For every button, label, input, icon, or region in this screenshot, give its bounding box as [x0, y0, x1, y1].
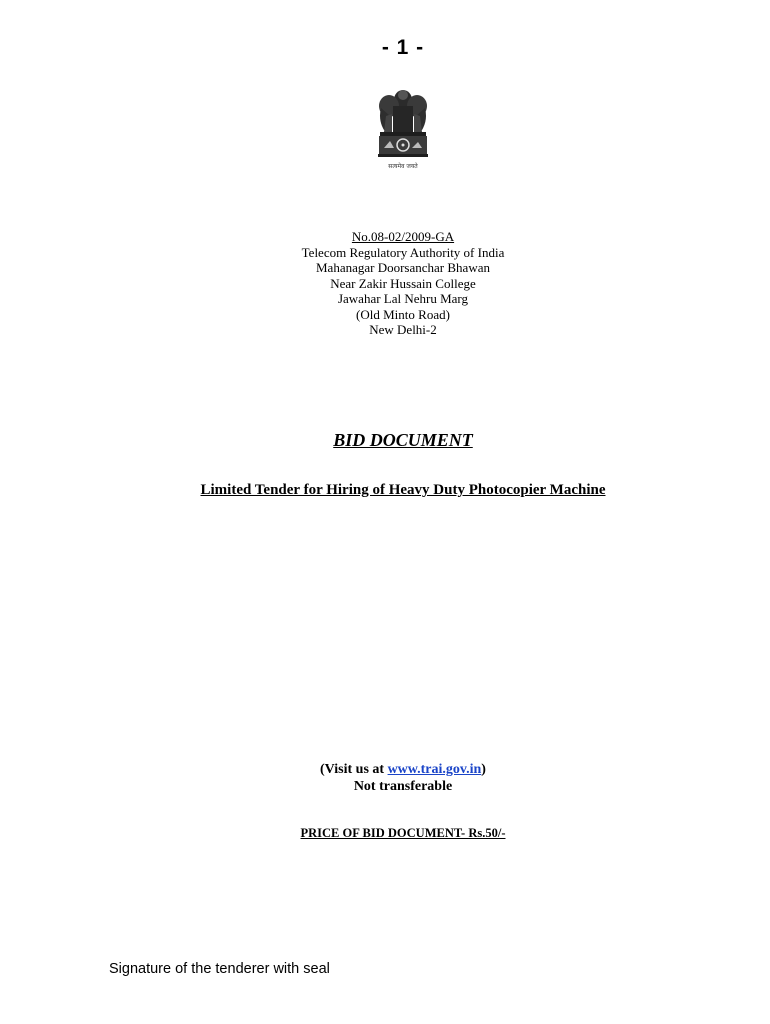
- address-line-building: Mahanagar Doorsanchar Bhawan: [316, 260, 490, 275]
- address-line-org: Telecom Regulatory Authority of India: [301, 244, 505, 260]
- signature-label: Signature of the tenderer with seal: [109, 961, 330, 977]
- reference-number: No.08-02/2009-GA: [351, 229, 455, 244]
- address-line-old-name: (Old Minto Road): [356, 306, 450, 322]
- tender-subject: Limited Tender for Hiring of Heavy Duty Photocopier Machine: [200, 482, 606, 498]
- address-line-landmark: Near Zakir Hussain College: [330, 275, 476, 291]
- visit-prefix: (Visit us at: [320, 762, 388, 777]
- address-line-city: New Delhi-2: [369, 322, 437, 337]
- not-transferable-note: Not transferable: [353, 779, 453, 794]
- website-link[interactable]: www.trai.gov.in: [387, 762, 482, 777]
- state-emblem-icon: [372, 86, 434, 172]
- address-block: [0, 229, 770, 338]
- page-number: - 1 -: [381, 36, 425, 59]
- visit-block: [0, 761, 770, 795]
- address-line-street: Jawahar Lal Nehru Marg: [337, 291, 469, 306]
- visit-line: [0, 761, 770, 778]
- document-title: BID DOCUMENT: [333, 430, 473, 450]
- emblem-motto: सत्यमेव जयते: [388, 163, 418, 170]
- visit-suffix: ): [481, 762, 486, 777]
- bid-price: PRICE OF BID DOCUMENT- Rs.50/-: [300, 826, 506, 840]
